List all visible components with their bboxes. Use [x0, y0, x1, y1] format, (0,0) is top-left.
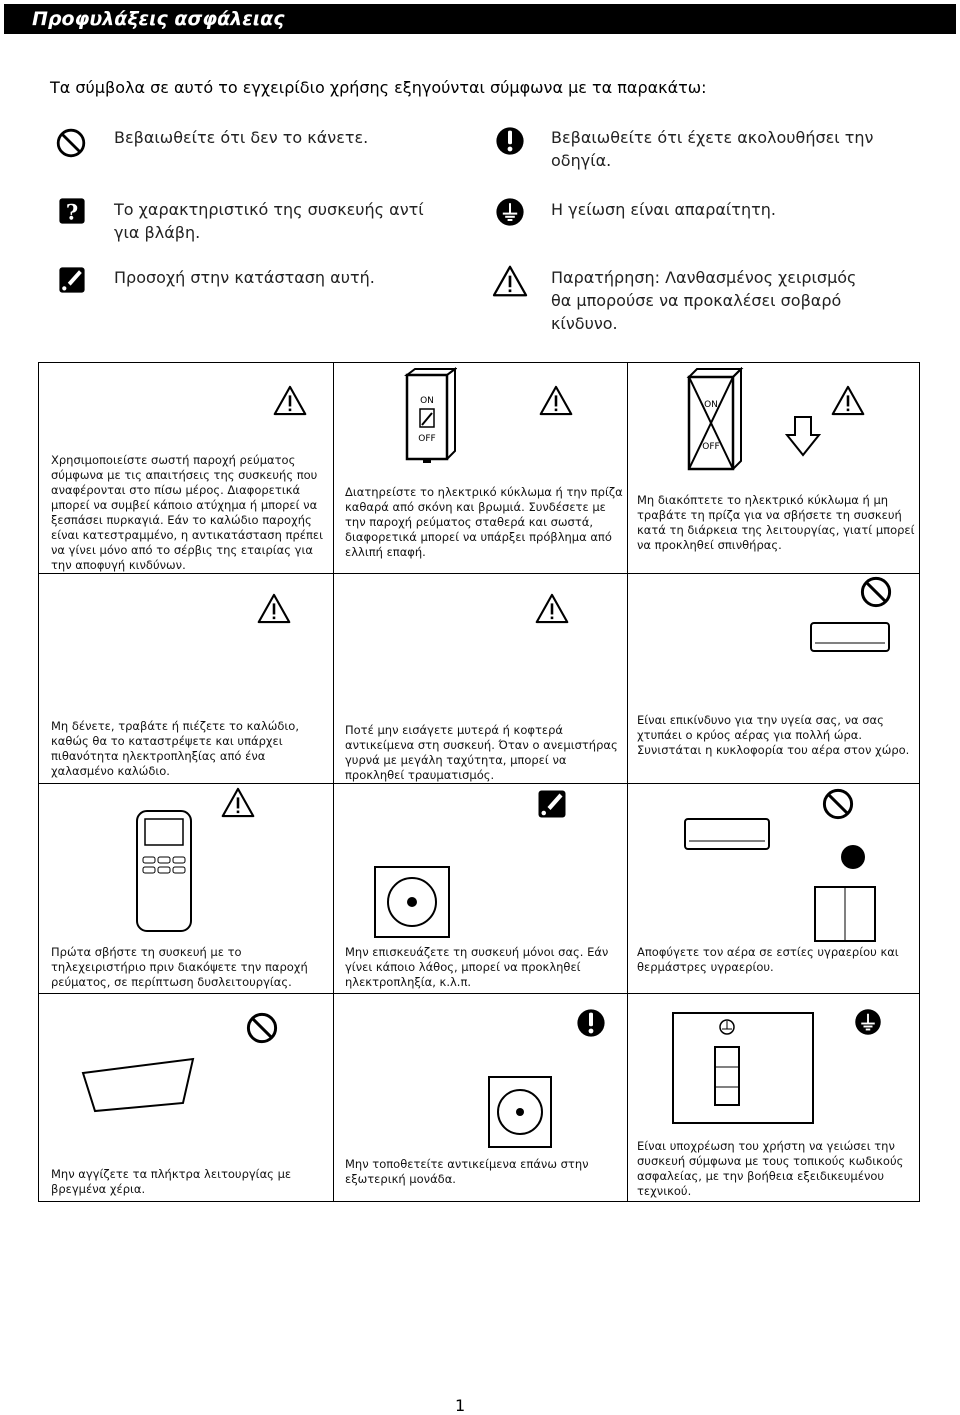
- svg-text:ON: ON: [704, 400, 718, 410]
- legend-prohibit: Βεβαιωθείτε ότι δεν το κάνετε.: [114, 128, 369, 147]
- child-fan-illustration: [393, 609, 533, 709]
- caution-icon: [58, 266, 86, 294]
- legend-caution: Προσοχή στην κατάσταση αυτή.: [114, 268, 375, 287]
- prohibit-icon: [245, 1011, 279, 1045]
- warning-icon: [492, 265, 528, 297]
- warning-icon: [221, 787, 255, 818]
- page-title: Προφυλάξεις ασφάλειας: [4, 4, 956, 34]
- warning-icon: [257, 593, 291, 624]
- prohibit-icon: [821, 787, 855, 821]
- mandatory-icon: [575, 1007, 607, 1039]
- down-arrow-icon: [785, 415, 821, 457]
- crossed-switch-illustration: [683, 367, 747, 471]
- svg-text:ON: ON: [420, 396, 434, 406]
- svg-text:OFF: OFF: [418, 434, 436, 444]
- precaution-cell-keep-clean: [333, 363, 627, 573]
- scissors-cable-illustration: [101, 623, 261, 703]
- precaution-cell-power-supply: [39, 363, 333, 573]
- precaution-text: Είναι υποχρέωση του χρήστη να γειώσει την συσκευή σύμφωνα με τους τοπικούς κωδικούς ασφαλείας, με την βοήθεια εξειδικευμένου τεχνικού.: [637, 1139, 904, 1198]
- precaution-text: Πρώτα σβήστε τη συσκευή με το τηλεχειριστήριο πριν διακόψετε την παροχή ρεύματος, σε περίπτωση δυσλειτουργίας.: [51, 945, 308, 989]
- prohibit-icon: [859, 575, 893, 609]
- precaution-cell-remote-off: [39, 783, 333, 993]
- precaution-text: Είναι επικίνδυνο για την υγεία σας, να σας χτυπάει ο κρύος αέρας για πολλή ώρα. Συνιστάται η κυκλοφορία του αέρα στον χώρο.: [637, 713, 910, 757]
- repair-outdoor-unit-illustration: [373, 813, 543, 943]
- child-on-unit-illustration: [393, 1007, 553, 1157]
- precaution-cell-no-unplug: [627, 363, 921, 573]
- warning-icon: [831, 385, 865, 416]
- precaution-text: Μην τοποθετείτε αντικείμενα επάνω στην εξωτερική μονάδα.: [345, 1157, 589, 1186]
- precaution-cell-no-repair: [333, 783, 627, 993]
- warning-icon: [273, 385, 307, 416]
- precaution-text: Μην επισκευάζετε τη συσκευή μόνοι σας. Εάν γίνει κάποιο λάθος, μπορεί να προκληθεί ηλεκτροπληξία, κ.λ.π.: [345, 945, 609, 989]
- svg-text:OFF: OFF: [702, 442, 720, 452]
- question-icon: [58, 197, 86, 225]
- precaution-text: Μη διακόπτετε το ηλεκτρικό κύκλωμα ή μη τραβάτε τη πρίζα για να σβήσετε τη συσκευή κατά τη διάρκεια της λειτουργίας, γιατί μπορεί να προκληθεί σπινθήρας.: [637, 493, 915, 552]
- wet-hands-illustration: [73, 1033, 283, 1153]
- warning-icon: [535, 593, 569, 624]
- warning-icon: [539, 385, 573, 416]
- caution-icon: [537, 789, 567, 819]
- precautions-grid: [38, 362, 920, 1202]
- precaution-cell-grounding: [627, 993, 921, 1203]
- legend-ground: Η γείωση είναι απαραίτητη.: [551, 200, 776, 219]
- precaution-text: Ποτέ μην εισάγετε μυτερά ή κοφτερά αντικείμενα στη συσκευή. Όταν ο ανεμιστήρας γυρνά με μεγάλη ταχύτητα, μπορεί να προκληθεί τραυματισμός.: [345, 723, 618, 782]
- legend-warning: Παρατήρηση: Λανθασμένος χειρισμός θα μπορούσε να προκαλέσει σοβαρό κίνδυνο.: [551, 268, 857, 333]
- power-switch-illustration: [401, 367, 457, 463]
- intro-text: Τα σύμβολα σε αυτό το εγχειρίδιο χρήσης εξηγούνται σύμφωνα με τα παρακάτω:: [50, 78, 707, 97]
- precaution-cell-objects-on-unit: [333, 993, 627, 1203]
- precaution-cell-sharp-objects: [333, 573, 627, 783]
- prohibit-icon: [55, 127, 87, 159]
- gas-stove-illustration: [683, 813, 903, 943]
- precaution-text: Διατηρείστε το ηλεκτρικό κύκλωμα ή την πρίζα καθαρά από σκόνη και βρωμιά. Συνδέσετε με την παροχή ρεύματος σταθερά και σωστά, διαφορετικά μπορεί να υπάρξει πρόβλημα από ελλιπή επαφή.: [345, 485, 623, 559]
- page-number: 1: [455, 1396, 466, 1415]
- ground-icon: [494, 196, 526, 228]
- precaution-cell-gas-heaters: [627, 783, 921, 993]
- ground-icon: [853, 1007, 883, 1037]
- precaution-cell-cable: [39, 573, 333, 783]
- legend-mandatory: Βεβαιωθείτε ότι έχετε ακολουθήσει την οδηγία.: [551, 128, 874, 170]
- precaution-cell-cold-air: [627, 573, 921, 783]
- mandatory-icon: [494, 125, 526, 157]
- precaution-cell-wet-hands: [39, 993, 333, 1203]
- ac-unit-person-illustration: [691, 601, 891, 701]
- precaution-text: Μη δένετε, τραβάτε ή πιέζετε το καλώδιο, καθώς θα το καταστρέψετε και υπάρχει πιθανότητα ηλεκτροπληξίας από ένα χαλασμένο καλώδιο.: [51, 719, 299, 778]
- precaution-text: Χρησιμοποιείστε σωστή παροχή ρεύματος σύμφωνα με τις απαιτήσεις της συσκευής που αναφέρονται στο πίσω μέρος. Διαφορετικά μπορεί να συμβεί κάποιο ατύχημα ή μπορεί να ξεσπάσει πυρκαγιά. Εάν το καλώδιο παροχής είναι κατεστραμμένο, η αντικατάσταση πρέπει να γίνει μόνο από το σέρβις της εταιρίας για την αποφυγή κινδύνων.: [51, 453, 323, 572]
- precaution-text: Μην αγγίζετε τα πλήκτρα λειτουργίας με βρεγμένα χέρια.: [51, 1167, 292, 1196]
- precaution-text: Αποφύγετε τον αέρα σε εστίες υγραερίου και θερμάστρες υγραερίου.: [637, 945, 899, 974]
- remote-control-illustration: [131, 809, 215, 933]
- legend-question: Το χαρακτηριστικό της συσκευής αντί για βλάβη.: [114, 200, 424, 242]
